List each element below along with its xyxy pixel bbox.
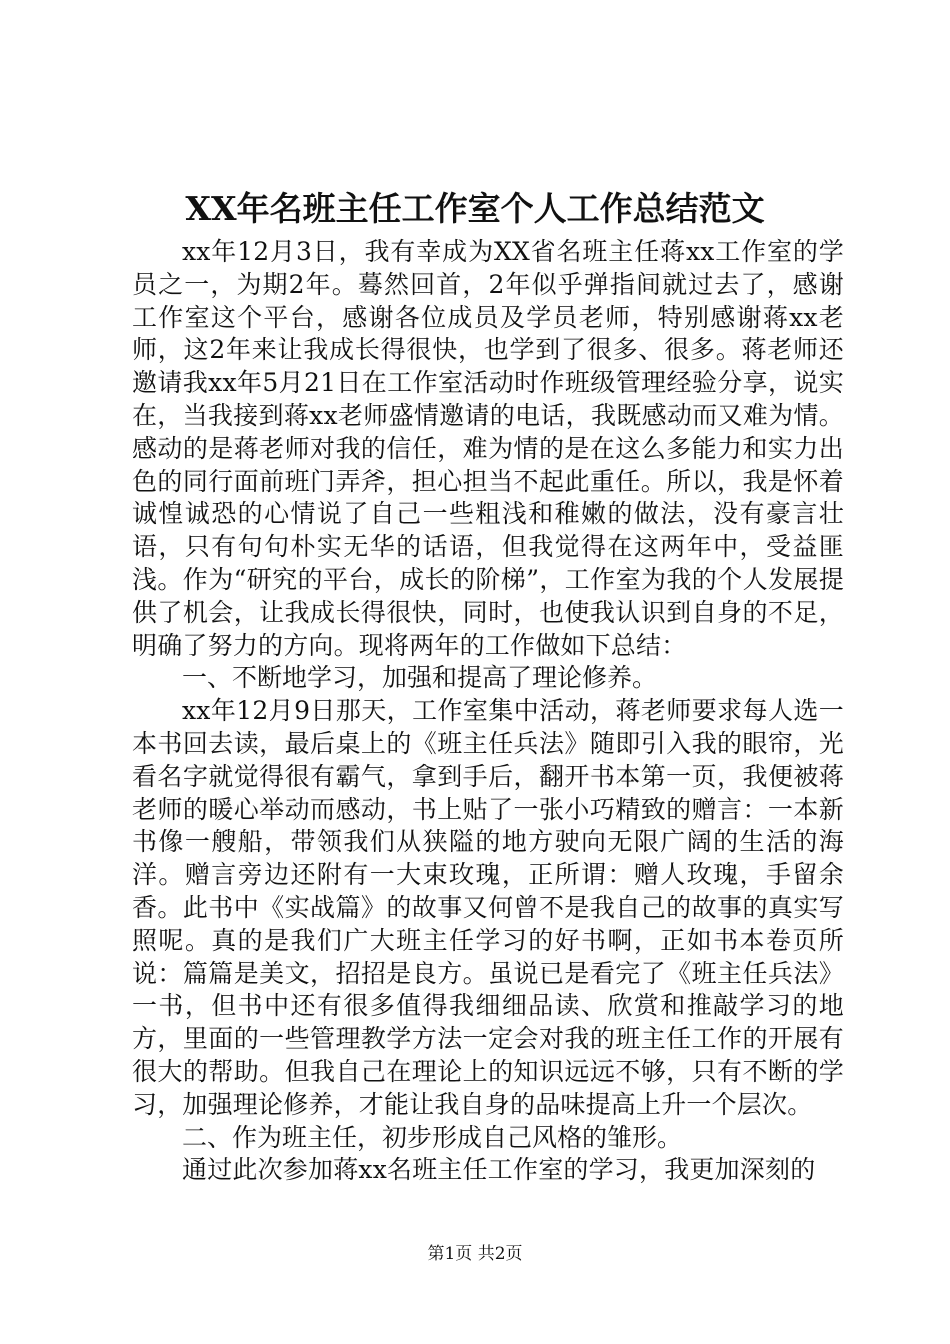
document-body [132, 236, 844, 1187]
document-title: XX年名班主任工作室个人工作总结范文 [185, 189, 765, 228]
section-heading: 二、作为班主任，初步形成自己风格的雏形。 [182, 1122, 683, 1152]
page-number-footer: 第1页 共2页 [427, 1244, 523, 1264]
section-heading: 一、不断地学习，加强和提高了理论修养。 [182, 663, 658, 693]
body-paragraph: xx年12月9日那天，工作室集中活动，蒋老师要求每人选一本书回去读，最后桌上的《班主任兵法》随即引入我的眼帘，光看名字就觉得很有霸气，拿到手后，翻开书本第一页，我便被蒋老师的暖心举动而感动，书上贴了一张小巧精致的赠言：一本新书像一艘船，带领我们从狭隘的地方驶向无限广阔的生活的海洋。赠言旁边还附有一大束玫瑰，正所谓：赠人玫瑰，手留余香。此书中《实战篇》的故事又何曾不是我自己的故事的真实写照呢。真的是我们广大班主任学习的好书啊，正如书本卷页所说：篇篇是美文，招招是良方。虽说已是看完了《班主任兵法》一书，但书中还有很多值得我细细品读、欣赏和推敲学习的地方，里面的一些管理教学方法一定会对我的班主任工作的开展有很大的帮助。但我自己在理论上的知识远远不够，只有不断的学习，加强理论修养，才能让我自身的品味提高上升一个层次。 [132, 696, 844, 1119]
body-paragraph: xx年12月3日，我有幸成为XX省名班主任蒋xx工作室的学员之一，为期2年。蓦然回首，2年似乎弹指间就过去了，感谢工作室这个平台，感谢各位成员及学员老师，特别感谢蒋xx老师，这2年来让我成长得很快，也学到了很多、很多。蒋老师还邀请我xx年5月21日在工作室活动时作班级管理经验分享，说实在，当我接到蒋xx老师盛情邀请的电话，我既感动而又难为情。感动的是蒋老师对我的信任，难为情的是在这么多能力和实力出色的同行面前班门弄斧，担心担当不起此重任。所以，我是怀着诚惶诚恐的心情说了自己一些粗浅和稚嫩的做法，没有豪言壮语，只有句句朴实无华的话语，但我觉得在这两年中，受益匪浅。作为“研究的平台，成长的阶梯”，工作室为我的个人发展提供了机会，让我成长得很快，同时，也使我认识到自身的不足，明确了努力的方向。现将两年的工作做如下总结： [132, 237, 844, 660]
body-paragraph: 通过此次参加蒋xx名班主任工作室的学习，我更加深刻的 [182, 1155, 816, 1185]
